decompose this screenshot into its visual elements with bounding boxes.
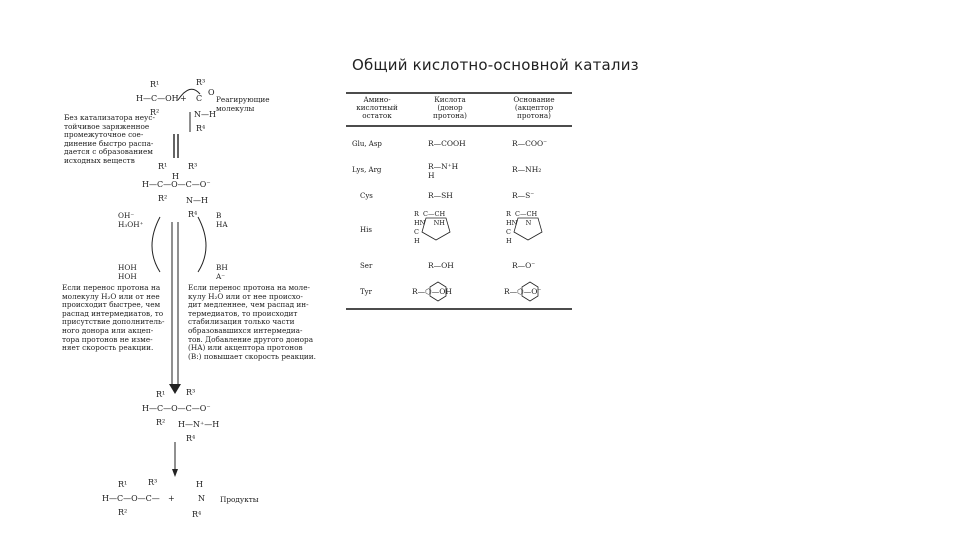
base-lys-arg: R—NH₂: [512, 165, 542, 174]
products-r4: R⁴: [192, 510, 202, 519]
base-cys: R—S⁻: [512, 191, 535, 200]
products-r1: R¹: [118, 480, 128, 489]
intermediate-nh: N—H: [186, 196, 208, 205]
products-r2: R²: [118, 508, 128, 517]
residue-lys-arg: Lys, Arg: [352, 166, 382, 174]
left-catalyst-bottom: HOH HOH: [118, 263, 137, 281]
right-catalyst-top: B HA: [216, 211, 228, 229]
acid-glu-asp: R—COOH: [428, 139, 466, 148]
reactant-left-line: H—C—OH: [136, 94, 179, 103]
page-title: Общий кислотно-основной катализ: [352, 56, 639, 74]
amino-acid-table: [346, 92, 572, 310]
reactant-carbon: C: [196, 94, 203, 103]
acid-his: R C—CH HN NH C H: [414, 210, 446, 245]
base-glu-asp: R—COO⁻: [512, 139, 548, 148]
products-label: Продукты: [220, 495, 259, 504]
right-catalyst-bottom: BH A⁻: [216, 263, 228, 281]
reactant-nh: N—H: [194, 110, 216, 119]
stabilized-r2: R²: [156, 418, 166, 427]
intermediate-line: H—C—O—C—O⁻: [142, 180, 211, 189]
stabilized-r1: R¹: [156, 390, 166, 399]
stabilized-r4: R⁴: [186, 434, 196, 443]
header-base: Основание (акцептор протона): [513, 95, 555, 120]
residue-glu-asp: Glu, Asp: [352, 140, 382, 148]
reactant-oxygen: O: [208, 88, 215, 97]
reacting-molecules-label: Реагирующие молекулы: [216, 95, 270, 113]
residue-cys: Cys: [360, 192, 373, 200]
intermediate-r2: R²: [158, 194, 168, 203]
note-water-fast: Если перенос протона на молекулу H₂O или от нее происходит быстрее, чем распад интермедиатов, то присутствие дополнитель- ного донора или акцеп- тора протонов не изме- няет скорость реакции.: [62, 283, 165, 353]
reactant-r4: R⁴: [196, 124, 206, 133]
stabilized-r3: R³: [186, 388, 196, 397]
left-catalyst-top: OH⁻ H₃OH⁺: [118, 211, 144, 229]
reaction-scheme: [60, 72, 330, 532]
products-h: H: [196, 480, 203, 489]
base-ser: R—O⁻: [512, 261, 536, 270]
products-plus: +: [168, 494, 175, 503]
residue-his: His: [360, 226, 372, 234]
products-n: N: [198, 494, 205, 503]
intermediate-r3: R³: [188, 162, 198, 171]
residue-ser: Ser: [360, 262, 373, 270]
header-residue: Амино- кислотный остаток: [356, 95, 398, 120]
header-acid: Кислота (донор протона): [433, 95, 467, 120]
intermediate-r4: R⁴: [188, 210, 198, 219]
acid-tyr: R—⬡—OH: [412, 287, 452, 296]
intermediate-h: H: [172, 172, 179, 181]
base-tyr: R—⬡—O⁻: [504, 287, 542, 296]
intermediate-r1: R¹: [158, 162, 168, 171]
stabilized-nh: H—N⁺—H: [178, 420, 220, 429]
stabilized-line: H—C—O—C—O⁻: [142, 404, 211, 413]
reactant-plus: +: [180, 94, 187, 103]
base-his: R C—CH HN N C H: [506, 210, 538, 245]
acid-cys: R—SH: [428, 191, 453, 200]
note-no-catalyst: Без катализатора неус- тойчивое заряженное промежуточное сое- динение быстро распа- дается с образованием исходных веществ: [64, 113, 155, 165]
reactant-r3: R³: [196, 78, 206, 87]
acid-lys-arg: R—N⁺H H: [428, 162, 459, 180]
table-rules: [346, 92, 572, 310]
products-line: H—C—O—C—: [102, 494, 160, 503]
note-water-slow: Если перенос протона на моле- кулу H₂O или от нее происхо- дит медленнее, чем распад ин- термедиатов, то происходит стабилизация только части образовавшихся интермедиа- тов. Добавление другого донора (HA) или акцептора протонов (B:) повышает скорость реакции.: [188, 283, 316, 361]
products-r3: R³: [148, 478, 158, 487]
residue-tyr: Tyr: [360, 288, 372, 296]
reactant-r2: R²: [150, 108, 160, 117]
acid-ser: R—OH: [428, 261, 454, 270]
reactant-r1: R¹: [150, 80, 160, 89]
